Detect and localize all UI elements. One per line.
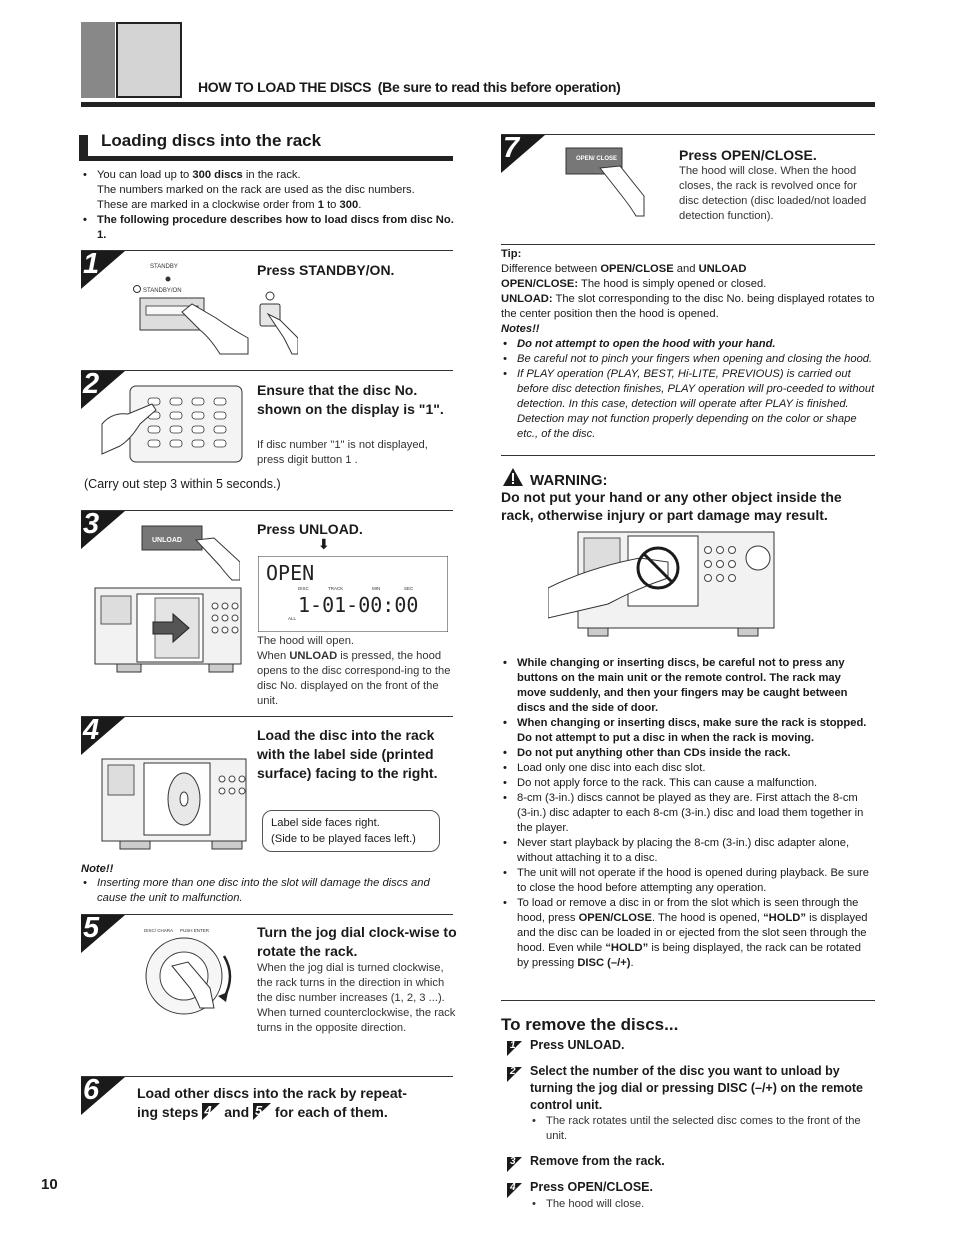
standby-label: STANDBY [150, 264, 178, 270]
caution-item: • To load or remove a disc in or from the slot which is seen through the hood, press OPEN/CLOSE. The hood is opened, “HOLD” is displayed and the disc can be loaded in or ejected from the slot seen through the hood. Even while “HOLD” is being displayed, the rack can be rotated by pressing DISC (–/+). [501, 896, 873, 971]
caution-list [501, 656, 873, 971]
display-top-text: OPEN [266, 561, 315, 585]
intro-item: • The following procedure describes how to load discs from disc No. 1. [81, 213, 456, 243]
player-load-disc-illustration [100, 757, 248, 857]
display-all-label: ALL [288, 616, 297, 621]
step-6-title: Load other discs into the rack by repeat- ing steps 4 and 5 for each of them. [137, 1085, 407, 1120]
arrow-down-icon: ⬇ [318, 536, 330, 552]
header-decor-light [116, 22, 182, 98]
step-divider [81, 716, 453, 717]
remove-step-4-sub [530, 1197, 875, 1212]
tip-line-2: OPEN/CLOSE: The hood is simply opened or closed. [501, 278, 767, 290]
caution-item: • While changing or inserting discs, be careful not to press any buttons on the main unit or the remote control. The rack may move suddenly, and then your fingers may be caught between discs and the side of door. [501, 656, 873, 716]
tip-line-1: Difference between OPEN/CLOSE and UNLOAD [501, 263, 747, 275]
remove-sub-item: • The rack rotates until the selected disc comes to the front of the unit. [530, 1114, 875, 1144]
remove-divider [501, 1000, 875, 1001]
step-divider [501, 134, 875, 135]
step-divider [81, 914, 453, 915]
tip-label: Tip: [501, 248, 522, 260]
warning-title: WARNING: [530, 472, 608, 489]
display-disc-label: DISC [298, 586, 309, 591]
step-badge-1: 1 [81, 251, 125, 289]
standby-key-illustration [250, 286, 298, 356]
remove-step-3: Remove from the rack. [530, 1154, 665, 1168]
step-1-title: Press STANDBY/ON. [257, 262, 395, 278]
caution-item: • The unit will not operate if the hood is opened during playback. Be sure to close the hood before attempting any operation. [501, 866, 873, 896]
warning-icon [502, 467, 524, 487]
standby-on-label: STANDBY/ON [143, 288, 182, 294]
header-decor-dark [81, 22, 115, 98]
intro-list [81, 168, 456, 243]
warning-text: Do not put your hand or any other object inside the rack, otherwise injury or part damage may result. [501, 489, 842, 523]
section-title: Loading discs into the rack [101, 131, 322, 150]
remote-keypad-illustration [100, 384, 245, 464]
lcd-display-illustration [258, 556, 448, 632]
carry-out-note: (Carry out step 3 within 5 seconds.) [84, 477, 281, 491]
page-subtitle: (Be sure to read this before operation) [377, 79, 621, 95]
jog-push-label: PUSH ENTER [180, 928, 210, 933]
step-7-text: The hood will close. When the hood closes, the rack is revolved once for disc detection (disc loaded/not loaded detection function). [679, 165, 867, 222]
open-close-button-illustration [562, 144, 662, 220]
warning-divider [501, 455, 875, 456]
remove-sub-item: • The hood will close. [530, 1197, 875, 1212]
label-side-callout [262, 810, 440, 852]
step-3-title: Press UNLOAD. [257, 521, 363, 537]
step-divider [81, 250, 453, 251]
unload-button-illustration [140, 522, 240, 582]
step-4-title: Load the disc into the rack with the label side (printed surface) facing to the right. [257, 727, 438, 781]
caution-item: • Load only one disc into each disc slot. [501, 761, 873, 776]
step-2-text: If disc number "1" is not displayed, press digit button 1 . [257, 439, 428, 466]
display-track-label: TRACK [328, 586, 344, 591]
tip-line-3: UNLOAD: The slot corresponding to the disc No. being displayed rotates to the center position then the hood is opened. [501, 293, 875, 320]
note-item: • Inserting more than one disc into the slot will damage the discs and cause the unit to malfunction. [81, 876, 456, 906]
header-rule [81, 102, 875, 107]
tip-block [501, 247, 876, 442]
step-ref-5: 5 [253, 1103, 271, 1120]
step-4-note-title: Note!! [81, 863, 114, 875]
display-sec-label: SEC [404, 586, 414, 591]
intro-item: • You can load up to 300 discs in the rack. The numbers marked on the rack are used as the disc numbers. These are marked in a clockwise order from 1 to 300. [81, 168, 456, 213]
step-3-text: The hood will open. When UNLOAD is pressed, the hood opens to the disc correspond-ing to the disc No. displayed on the front of the unit. [257, 635, 451, 707]
player-open-hood-illustration [93, 586, 245, 678]
step-divider [81, 370, 453, 371]
jog-dial-illustration [140, 926, 250, 1022]
step-badge-2: 2 [81, 371, 125, 409]
tip-divider [501, 244, 875, 245]
display-min-label: MIN [372, 586, 381, 591]
step-ref-4: 4 [202, 1103, 220, 1120]
step-2-title: Ensure that the disc No. shown on the display is "1". [257, 382, 444, 417]
standby-button-illustration [130, 258, 250, 356]
remove-step-4: Press OPEN/CLOSE. [530, 1180, 653, 1194]
step-badge-3: 3 [81, 511, 125, 549]
caution-item: • Never start playback by placing the 8-cm (3-in.) disc adapter alone, without attaching it to a disc. [501, 836, 873, 866]
caution-item: • 8-cm (3-in.) discs cannot be played as they are. First attach the 8-cm (3-in.) disc adapter to each 8-cm (3-in.) disc and load them together in the player. [501, 791, 873, 836]
step-badge-7: 7 [501, 135, 545, 173]
step-4-note-list [81, 876, 456, 906]
notes-title: Notes!! [501, 323, 540, 335]
step-badge-6: 6 [81, 1077, 125, 1115]
unload-key-label: UNLOAD [152, 537, 182, 544]
remove-step-badge-1: 1 [507, 1041, 522, 1056]
page-title: HOW TO LOAD THE DISCS (Be sure to read this before operation) [198, 79, 621, 95]
remove-step-badge-2: 2 [507, 1067, 522, 1082]
warning-hand-illustration [548, 528, 776, 646]
display-main-text: 1-01-00:00 [298, 593, 419, 617]
callout-line-2: (Side to be played faces left.) [271, 833, 416, 845]
step-5-text: When the jog dial is turned clockwise, the rack turns in the direction in which the disc number increases (1, 2, 3 ...). When turned counterclockwise, the rack turns in the opposite direction. [257, 962, 456, 1034]
section-rule [79, 156, 453, 161]
page-number: 10 [41, 1176, 58, 1193]
step-5-title: Turn the jog dial clock-wise to rotate the rack. [257, 924, 457, 959]
jog-disc-label: DISC/ CHARA [144, 928, 174, 933]
note-item: • Be careful not to pinch your fingers when opening and closing the hood. [501, 352, 876, 367]
remove-step-badge-3: 3 [507, 1157, 522, 1172]
remove-step-2-sub [530, 1114, 875, 1144]
notes-list [501, 337, 876, 442]
remove-step-2: Select the number of the disc you want to unload by turning the jog dial or pressing DISC (–/+) on the remote control unit. [530, 1064, 864, 1112]
caution-item: • Do not put anything other than CDs inside the rack. [501, 746, 873, 761]
step-divider [81, 1076, 453, 1077]
note-item: • If PLAY operation (PLAY, BEST, Hi-LITE, PREVIOUS) is carried out before disc detection finishes, PLAY operation will pro-ceeded to without detection. In this case, detection will operate after PLAY is finished. Detection may not function properly depending on the color or shape etc., of the disc. [501, 367, 876, 442]
remove-title: To remove the discs... [501, 1015, 679, 1034]
step-7-title: Press OPEN/CLOSE. [679, 147, 817, 163]
open-close-key-label: OPEN/ CLOSE [576, 156, 618, 162]
step-badge-5: 5 [81, 915, 125, 953]
caution-item: • When changing or inserting discs, make sure the rack is stopped. Do not attempt to put a disc in when the rack is moving. [501, 716, 873, 746]
note-item: • Do not attempt to open the hood with your hand. [501, 337, 876, 352]
step-divider [81, 510, 453, 511]
step-badge-4: 4 [81, 717, 125, 755]
caution-item: • Do not apply force to the rack. This can cause a malfunction. [501, 776, 873, 791]
callout-line-1: Label side faces right. [271, 817, 380, 829]
remove-step-1: Press UNLOAD. [530, 1038, 625, 1052]
remove-step-badge-4: 4 [507, 1183, 522, 1198]
